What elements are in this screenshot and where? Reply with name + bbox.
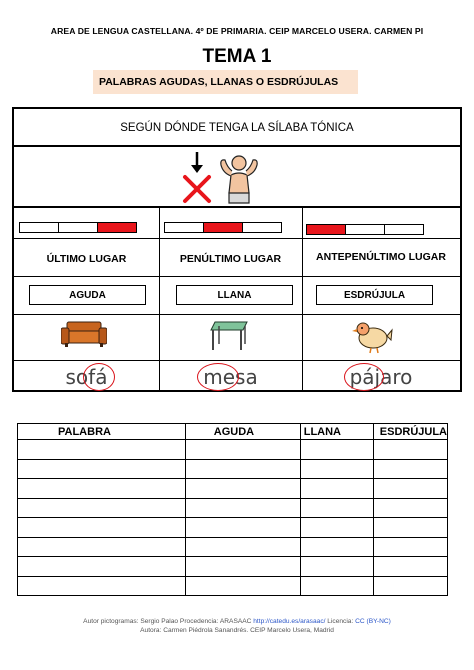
table-row [18,498,448,518]
table-row [18,537,448,557]
table-row [18,459,448,479]
stress-pictogram-row [12,145,462,208]
page-title: TEMA 1 [202,46,272,67]
syllable-bar-llana [164,222,282,233]
divider [14,360,460,361]
example-word-mesa: me sa [159,365,302,389]
divider [14,276,460,277]
example-word-pajaro: pá jaro [302,365,460,389]
stressed-syllable-pictogram [179,149,279,207]
syllable-bar-aguda [19,222,137,233]
arasaac-link[interactable]: http://catedu.es/arasaac/ [253,618,326,625]
strong-man-icon [221,156,257,203]
table-row [18,479,448,499]
divider [14,238,460,239]
header-esdrujula: ESDRÚJULA [373,424,447,440]
header-llana: LLANA [300,424,373,440]
arrow-down-icon [191,152,203,173]
syllable-bar-esdrujula [306,224,424,235]
classification-table [17,423,448,596]
main-title: SEGÚN DÓNDE TENGA LA SÍLABA TÓNICA [12,107,462,147]
table-header-row [18,424,448,440]
cross-icon [185,177,209,201]
type-label: AGUDA [29,285,146,305]
bird-icon [351,318,393,354]
table-row [18,576,448,596]
stress-position-grid [12,206,462,392]
stress-circle [197,363,239,391]
example-word-sofa: sofá [14,365,159,389]
table-icon [209,318,249,352]
license-link[interactable]: CC (BY-NC) [355,618,391,625]
header-aguda: AGUDA [185,424,300,440]
type-label: LLANA [176,285,293,305]
position-label: PENÚLTIMO LUGAR [179,253,282,265]
stressed-syllable: pá [349,365,375,389]
table-row [18,518,448,538]
stress-circle [344,363,384,391]
sofa-icon [61,319,107,349]
position-label: ANTEPENÚLTIMO LUGAR [316,251,446,263]
page-header: AREA DE LENGUA CASTELLANA. 4º DE PRIMARIA. CEIP MARCELO USERA. CARMEN PI [50,26,424,36]
stressed-syllable: me [203,365,236,389]
type-label: ESDRÚJULA [316,285,433,305]
header-palabra: PALABRA [18,424,186,440]
position-label: ÚLTIMO LUGAR [46,253,127,265]
stress-circle [83,363,115,391]
stressed-syllable: fá [88,365,108,389]
subtitle: PALABRAS AGUDAS, LLANAS O ESDRÚJULAS [93,70,358,94]
table-row [18,557,448,577]
table-row [18,440,448,460]
divider [14,314,460,315]
footer-credits: Autor pictogramas: Sergio Palao Procedencia: ARASAAC http://catedu.es/arasaac/ Licencia: CC (BY-NC) Autora: Carmen Piédrola Sanandrés. CEIP Marcelo Usera, Madrid [83,618,391,634]
